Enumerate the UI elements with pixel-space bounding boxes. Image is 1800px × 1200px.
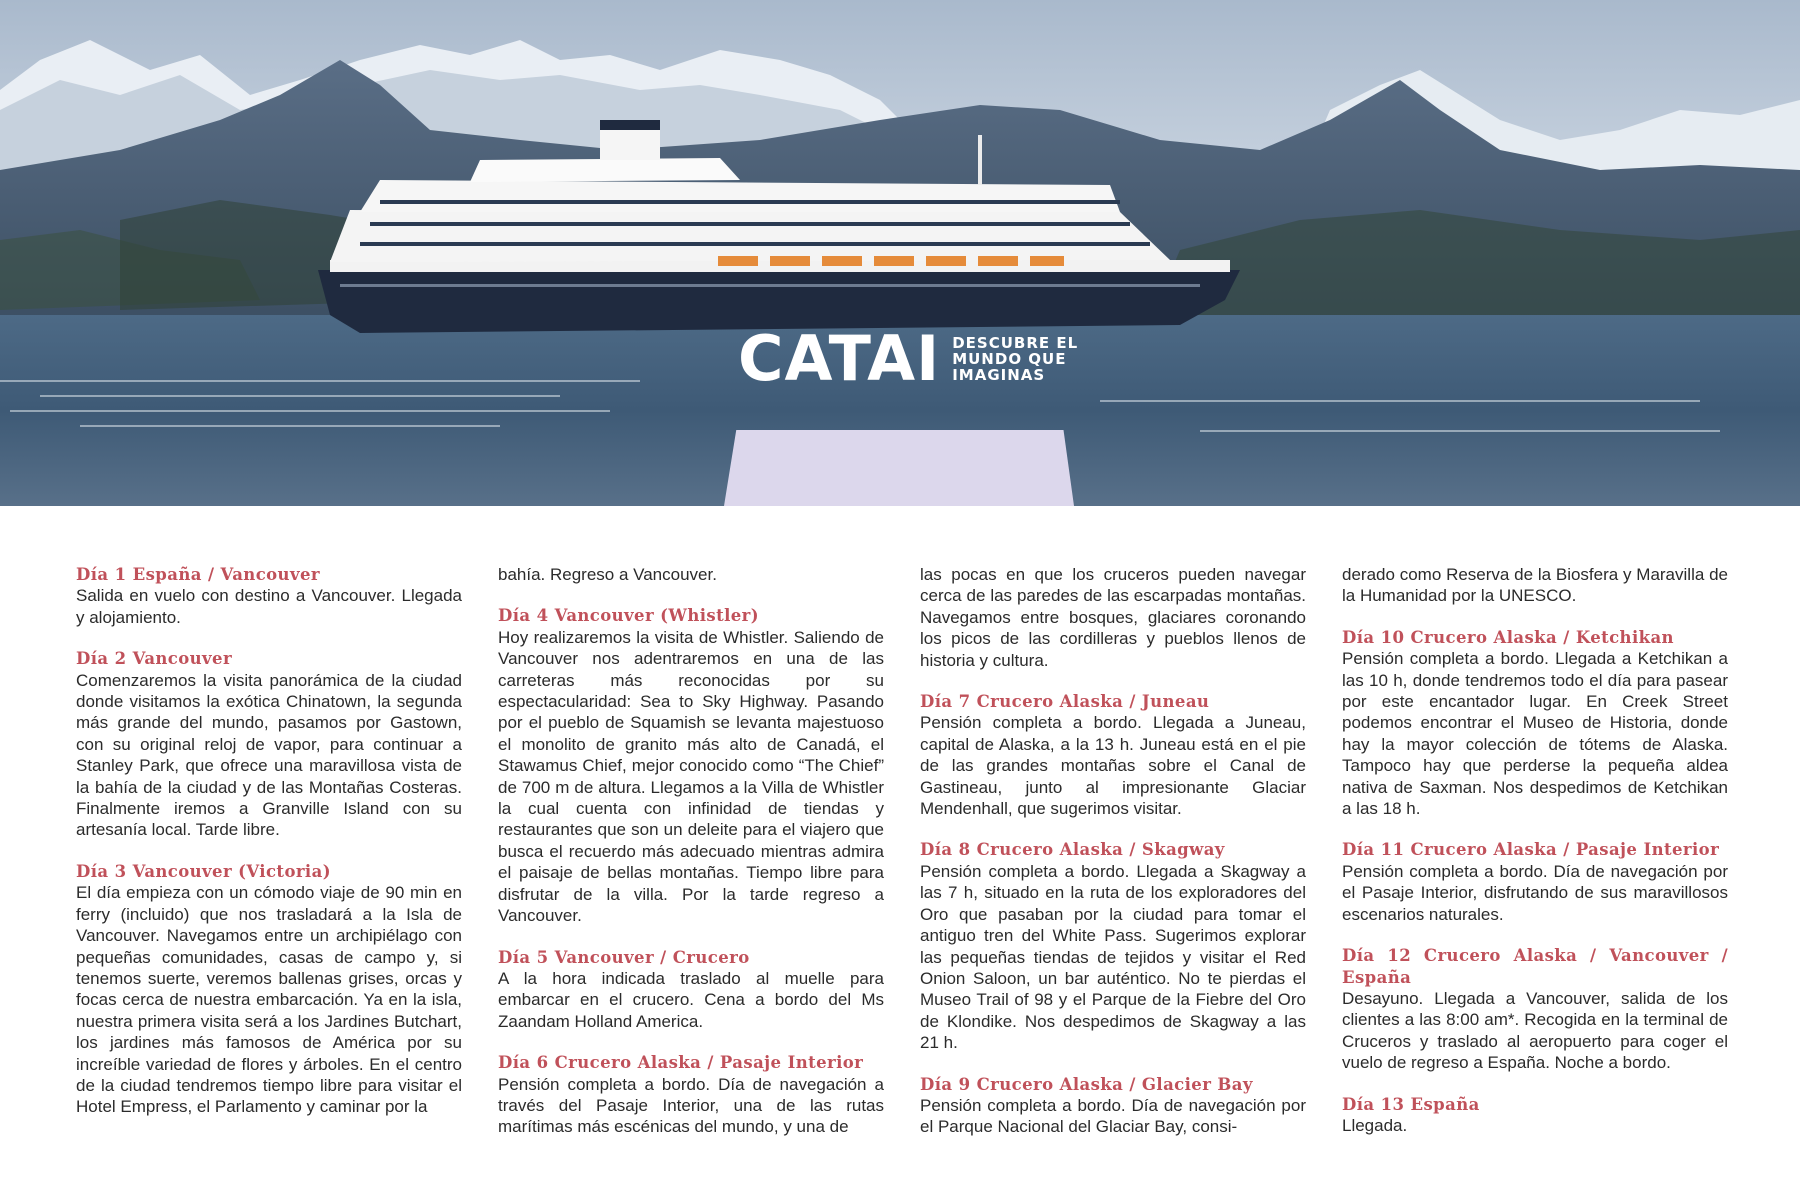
day-title: Día 9 Crucero Alaska / Glacier Bay <box>920 1074 1253 1094</box>
day-description: las pocas en que los cruceros pueden navegar cerca de las paredes de las escarpadas montañas. Navegamos entre bosques, glaciares coronando los picos de las cordilleras y pueblos llenos de historia y cultura. <box>920 565 1306 670</box>
itinerary-day <box>920 564 1306 671</box>
day-title: Día 5 Vancouver / Crucero <box>498 947 750 967</box>
itinerary-day <box>498 605 884 926</box>
itinerary-day <box>1342 564 1728 607</box>
day-description: Salida en vuelo con destino a Vancouver. Llegada y alojamiento. <box>76 586 462 627</box>
itinerary-day <box>920 839 1306 1053</box>
itinerary-column <box>76 564 462 1164</box>
itinerary-day <box>1342 945 1728 1073</box>
day-description: Pensión completa a bordo. Día de navegación por el Pasaje Interior, disfrutando de sus maravillosos escenarios naturales. <box>1342 861 1728 924</box>
itinerary-column <box>1342 564 1728 1164</box>
day-description: Comenzaremos la visita panorámica de la ciudad donde visitamos la exótica Chinatown, la segunda más grande del mundo, pasamos por Gastown, con su original reloj de vapor, para continuar a Stanley Park, que ofrece una maravillosa vista de la bahía de la ciudad y de las Montañas Costeras. Finalmente iremos a Granville Island con su artesanía local. Tarde libre. <box>76 670 462 840</box>
day-description: Desayuno. Llegada a Vancouver, salida de los clientes a las 8:00 am*. Recogida en la terminal de Cruceros y traslado al aeropuerto para coger el vuelo de regreso a España. Noche a bordo. <box>1342 988 1728 1073</box>
day-title: Día 7 Crucero Alaska / Juneau <box>920 692 1210 712</box>
day-description: Pensión completa a bordo. Llegada a Juneau, capital de Alaska, a la 13 h. Juneau está en el pie de las grandes montañas sobre el Canal de Gastineau, junto al impresionante Glaciar Mendenhall, que sugerimos visitar. <box>920 713 1306 819</box>
day-title: Día 6 Crucero Alaska / Pasaje Interior <box>498 1053 864 1073</box>
day-description: Pensión completa a bordo. Día de navegación por el Parque Nacional del Glaciar Bay, consi- <box>920 1095 1306 1137</box>
day-description: A la hora indicada traslado al muelle para embarcar en el crucero. Cena a bordo del Ms Zaandam Holland America. <box>498 968 884 1031</box>
itinerary-day <box>76 564 462 628</box>
itinerary-day <box>920 1074 1306 1138</box>
day-description: Llegada. <box>1342 1115 1408 1135</box>
day-title: Día 12 Crucero Alaska / Vancouver / España <box>1342 946 1728 987</box>
day-description: El día empieza con un cómodo viaje de 90 min en ferry (incluido) que nos trasladará a la Isla de Vancouver. Navegamos entre un archipiélago con pequeñas comunidades, casas de campo y, si tenemos suerte, veremos ballenas grises, orcas y focas cerca de nuestra embarcación. Ya en la isla, nuestra primera visita será a los Jardines Butchart, los jardines más famosos de América por su increíble variedad de flores y árboles. En el centro de la ciudad tendremos tiempo libre para visitar el Hotel Empress, el Parlamento y caminar por la <box>76 883 462 1117</box>
itinerary-day <box>1342 627 1728 820</box>
day-title: Día 2 Vancouver <box>76 649 233 669</box>
brand-name: CATAI <box>738 322 941 395</box>
day-title: Día 1 España / Vancouver <box>76 565 320 584</box>
lavender-tab-decoration <box>724 430 1074 506</box>
hero-photo <box>0 0 1800 506</box>
itinerary-day <box>76 648 462 841</box>
brand-tagline <box>952 335 1078 383</box>
day-title: Día 13 España <box>1342 1094 1480 1114</box>
tagline-line: DESCUBRE EL <box>952 334 1079 352</box>
tagline-line: IMAGINAS <box>952 366 1046 384</box>
itinerary-day <box>498 947 884 1033</box>
day-description: Pensión completa a bordo. Llegada a Skagway a las 7 h, situado en la ruta de los exploradores del Oro que pasaban por la ciudad para tomar el antiguo tren del White Pass. Sugerimos explorar las pequeñas tiendas de tejidos y visitar el Red Onion Saloon, un bar auténtico. No te pierdas el Museo Trail of 98 y el Parque de la Fiebre del Oro de Klondike. Nos despedimos de Skagway a las 21 h. <box>920 861 1306 1053</box>
day-title: Día 4 Vancouver (Whistler) <box>498 606 759 626</box>
day-title: Día 11 Crucero Alaska / Pasaje Interior <box>1342 840 1720 860</box>
day-description: Hoy realizaremos la visita de Whistler. Saliendo de Vancouver nos adentraremos en una de las carreteras más reconocidas por su espectacularidad: Sea to Sky Highway. Pasando por el pueblo de Squamish se levanta majestuoso el monolito de granito más alto de Canadá, el Stawamus Chief, mejor conocido como “The Chief” de 700 m de altura. Llegamos a la Villa de Whistler la cual cuenta con infinidad de tiendas y restaurantes que son un deleite para el viajero que busca el recuerdo más adecuado mientras admira el paisaje de bellas montañas. Tiempo libre para disfrutar de la villa. Por la tarde regreso a Vancouver. <box>498 627 884 926</box>
itinerary-column <box>498 564 884 1164</box>
day-description: Pensión completa a bordo. Día de navegación a través del Pasaje Interior, una de las rutas marítimas más escénicas del mundo, y una de <box>498 1074 884 1137</box>
day-description: Pensión completa a bordo. Llegada a Ketchikan a las 10 h, donde tendremos todo el día para pasear por este encantador lugar. En Creek Street podemos encontrar el Museo de Historia, donde hay la mayor colección de tótems de Alaska. Tampoco hay que perderse la pequeña aldea nativa de Saxman. Nos despedimos de Ketchikan a las 18 h. <box>1342 649 1728 819</box>
day-description: derado como Reserva de la Biosfera y Maravilla de la Humanidad por la UNESCO. <box>1342 565 1728 606</box>
itinerary <box>76 564 1726 1164</box>
itinerary-day <box>76 861 462 1118</box>
itinerary-day <box>498 1052 884 1138</box>
day-description: bahía. Regreso a Vancouver. <box>498 565 717 584</box>
tagline-line: MUNDO QUE <box>952 350 1067 368</box>
itinerary-day <box>1342 839 1728 925</box>
catai-logo <box>738 322 1079 395</box>
day-title: Día 3 Vancouver (Victoria) <box>76 861 331 881</box>
day-title: Día 10 Crucero Alaska / Ketchikan <box>1342 627 1674 647</box>
day-title: Día 8 Crucero Alaska / Skagway <box>920 840 1225 860</box>
itinerary-column <box>920 564 1306 1164</box>
itinerary-day <box>498 564 884 585</box>
itinerary-day <box>920 691 1306 819</box>
itinerary-day <box>1342 1094 1728 1137</box>
